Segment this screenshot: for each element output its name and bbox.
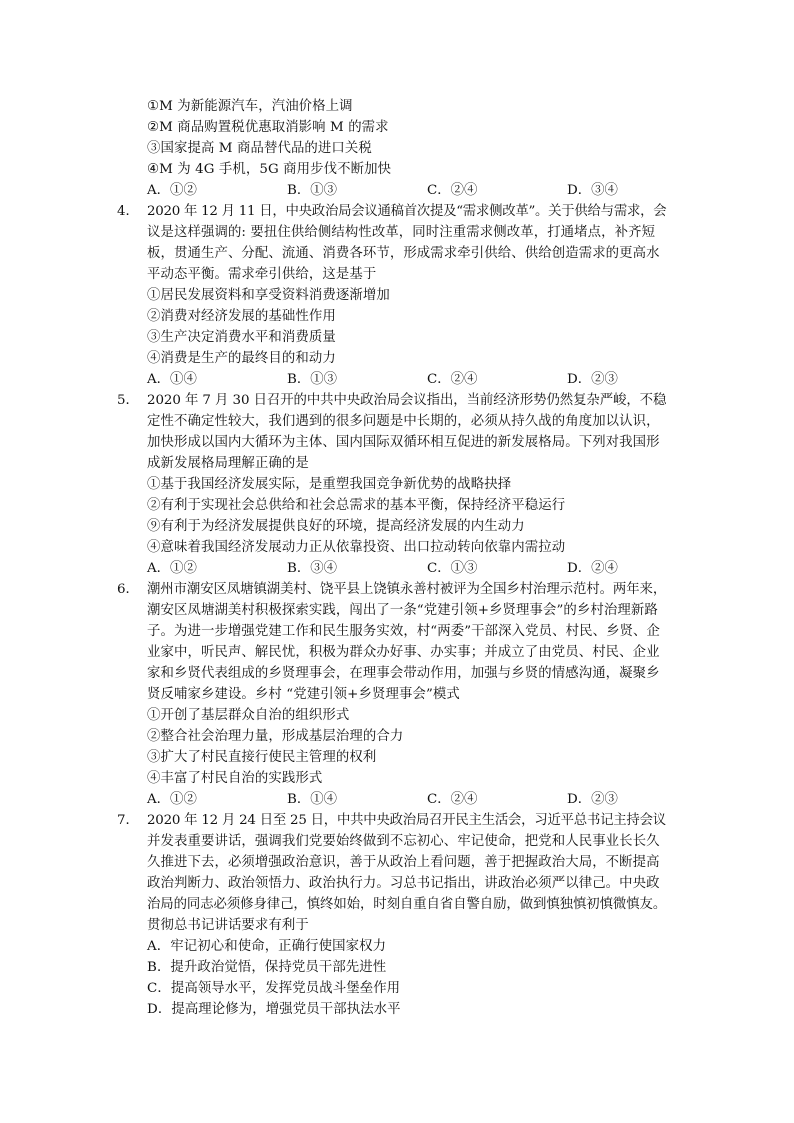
q3-item-4: ④M 为 4G 手机，5G 商用步伐不断加快: [147, 162, 392, 177]
q4-item-4: ④消费是生产的最终目的和动力: [147, 351, 336, 366]
q4-stem-2: 议是这样强调的: 要扭住供给侧结构性改革，同时注重需求侧改革，打通堵点，补齐短: [147, 225, 656, 240]
q4-option-d: D．②③: [567, 372, 618, 387]
q6-stem-6: 贤反哺家乡建设。乡村 “党建引领+乡贤理事会”模式: [147, 687, 460, 702]
q6-option-a: A．①②: [147, 792, 197, 807]
q6-stem-3: 子。为进一步增强党建工作和民生服务实效，村“两委”干部深入党员、村民、乡贤、企: [147, 624, 661, 639]
q5-option-c: C．①③: [427, 561, 478, 576]
q7-choice-c: C．提高领导水平，发挥党员战斗堡垒作用: [147, 981, 401, 996]
q5-stem-3: 加快形成以国内大循环为主体、国内国际双循环相互促进的新发展格局。下列对我国形: [147, 435, 660, 450]
q5-item-1: ①基于我国经济发展实际，是重塑我国竞争新优势的战略抉择: [147, 477, 512, 492]
q7-stem-6: 贯彻总书记讲话要求有利于: [147, 918, 309, 933]
q3-option-c: C．②④: [427, 183, 478, 198]
q7-stem-4: 政治判断力、政治领悟力、政治执行力。习总书记指出，讲政治必须严以律己。中央政: [147, 876, 660, 891]
q5-item-3: ⑨有利于为经济发展提供良好的环境，提高经济发展的内生动力: [147, 519, 525, 534]
q3-item-3: ③国家提高 M 商品替代品的进口关税: [147, 141, 372, 156]
q6-options: [147, 790, 667, 811]
q6-stem-4: 业家中，听民声、解民忧，积极为群众办好事、办实事；并成立了由党员、村民、企业: [147, 645, 660, 660]
q6-option-c: C．②④: [427, 792, 478, 807]
q6-option-d: D．②③: [567, 792, 618, 807]
q3-option-d: D．③④: [567, 183, 618, 198]
q5-option-d: D．②④: [567, 561, 618, 576]
q3-options: [147, 181, 667, 202]
q3-option-b: B．①③: [287, 183, 338, 198]
q7-choice-d: D．提高理论修为，增强党员干部执法水平: [147, 1002, 401, 1017]
q6-item-4: ④丰富了村民自治的实践形式: [147, 771, 323, 786]
q5-stem-4: 成新发展格局理解正确的是: [147, 456, 309, 471]
q6-stem-5: 家和乡贤代表组成的乡贤理事会，在理事会带动作用，加强与乡贤的情感沟通，凝聚乡: [147, 666, 660, 681]
q5-number: 5．: [117, 393, 139, 408]
q4-options: [147, 370, 667, 391]
q5-stem-1: 2020 年 7 月 30 日召开的中共中央政治局会议指出，当前经济形势仍然复杂严峻，不稳: [147, 393, 667, 408]
q3-item-2: ②M 商品购置税优惠取消影响 M 的需求: [147, 120, 389, 135]
q4-stem-1: 2020 年 12 月 11 日，中央政治局会议通稿首次提及“需求侧改革”。关于供给与需求，会: [147, 204, 667, 219]
q4-option-b: B．①③: [287, 372, 338, 387]
q6-item-2: ②整合社会治理力量，形成基层治理的合力: [147, 729, 404, 744]
q5-options: [147, 559, 667, 580]
q3-option-a: A．①②: [147, 183, 197, 198]
q4-stem-3: 板，贯通生产、分配、流通、消费各环节，形成需求牵引供给、供给创造需求的更高水: [147, 246, 660, 261]
q4-option-a: A．①④: [147, 372, 197, 387]
q7-stem-1: 2020 年 12 月 24 日至 25 日，中共中央政治局召开民主生活会，习近平总书记主持会议: [147, 813, 666, 828]
q4-number: 4．: [117, 204, 139, 219]
q6-option-b: B．①④: [287, 792, 338, 807]
q4-item-1: ①居民发展资料和享受资料消费逐渐增加: [147, 288, 390, 303]
q4-option-c: C．②④: [427, 372, 478, 387]
q4-item-2: ②消费对经济发展的基础性作用: [147, 309, 336, 324]
q5-item-2: ②有利于实现社会总供给和社会总需求的基本平衡，保持经济平稳运行: [147, 498, 566, 513]
q4-item-3: ③生产决定消费水平和消费质量: [147, 330, 336, 345]
q7-number: 7．: [117, 813, 139, 828]
q7-choice-b: B．提升政治觉悟，保持党员干部先进性: [147, 960, 387, 975]
q6-item-1: ①开创了基层群众自治的组织形式: [147, 708, 350, 723]
q5-option-b: B．③④: [287, 561, 338, 576]
q7-stem-3: 久推进下去，必须增强政治意识，善于从政治上看问题，善于把握政治大局，不断提高: [147, 855, 660, 870]
q7-stem-5: 治局的同志必须修身律己，慎终如始，时刻自重自省自警自励，做到慎独慎初慎微慎友。: [147, 897, 667, 912]
q7-choice-a: A．牢记初心和使命，正确行使国家权力: [147, 939, 387, 954]
q7-stem-2: 并发表重要讲话，强调我们党要始终做到不忘初心、牢记使命，把党和人民事业长长久: [147, 834, 660, 849]
q6-stem-1: 潮州市潮安区凤塘镇湖美村、饶平县上饶镇永善村被评为全国乡村治理示范村。两年来，: [147, 582, 667, 597]
q3-item-1: ①M 为新能源汽车，汽油价格上调: [147, 99, 353, 114]
q4-stem-4: 平动态平衡。需求牵引供给，这是基于: [147, 267, 377, 282]
q5-option-a: A．①②: [147, 561, 197, 576]
q6-item-3: ③扩大了村民直接行使民主管理的权利: [147, 750, 377, 765]
q5-item-4: ④意味着我国经济发展动力正从依靠投资、出口拉动转向依靠内需拉动: [147, 540, 566, 555]
q6-stem-2: 潮安区凤塘湖美村积极探索实践，闯出了一条“党建引领+乡贤理事会”的乡村治理新路: [147, 603, 658, 618]
q6-number: 6．: [117, 582, 139, 597]
q5-stem-2: 定性不确定性较大，我们遇到的很多问题是中长期的，必须从持久战的角度加以认识，: [147, 414, 660, 429]
